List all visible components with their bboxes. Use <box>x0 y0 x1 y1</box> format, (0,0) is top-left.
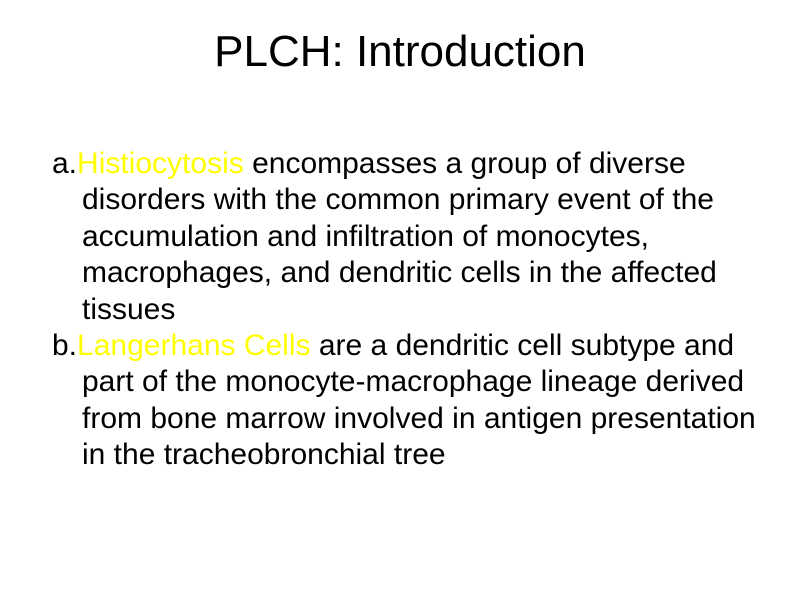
slide-title: PLCH: Introduction <box>214 27 586 76</box>
highlighted-term: Histiocytosis <box>77 147 244 180</box>
list-item <box>52 328 772 474</box>
list-item <box>52 146 772 328</box>
bullet-list <box>52 146 772 474</box>
item-text: encompasses a group of diverse disorders with the common primary event of the accumulation and infiltration of monocytes, macrophages, and dendritic cells in the affected tissues <box>82 147 717 326</box>
highlighted-term: Langerhans Cells <box>77 329 311 363</box>
item-marker: b. <box>52 329 78 363</box>
item-text: are a dendritic cell subtype and part of the monocyte-macrophage lineage derived from bone marrow involved in antigen presentation in the tracheobronchial tree <box>82 329 756 472</box>
item-marker: a. <box>52 147 78 180</box>
